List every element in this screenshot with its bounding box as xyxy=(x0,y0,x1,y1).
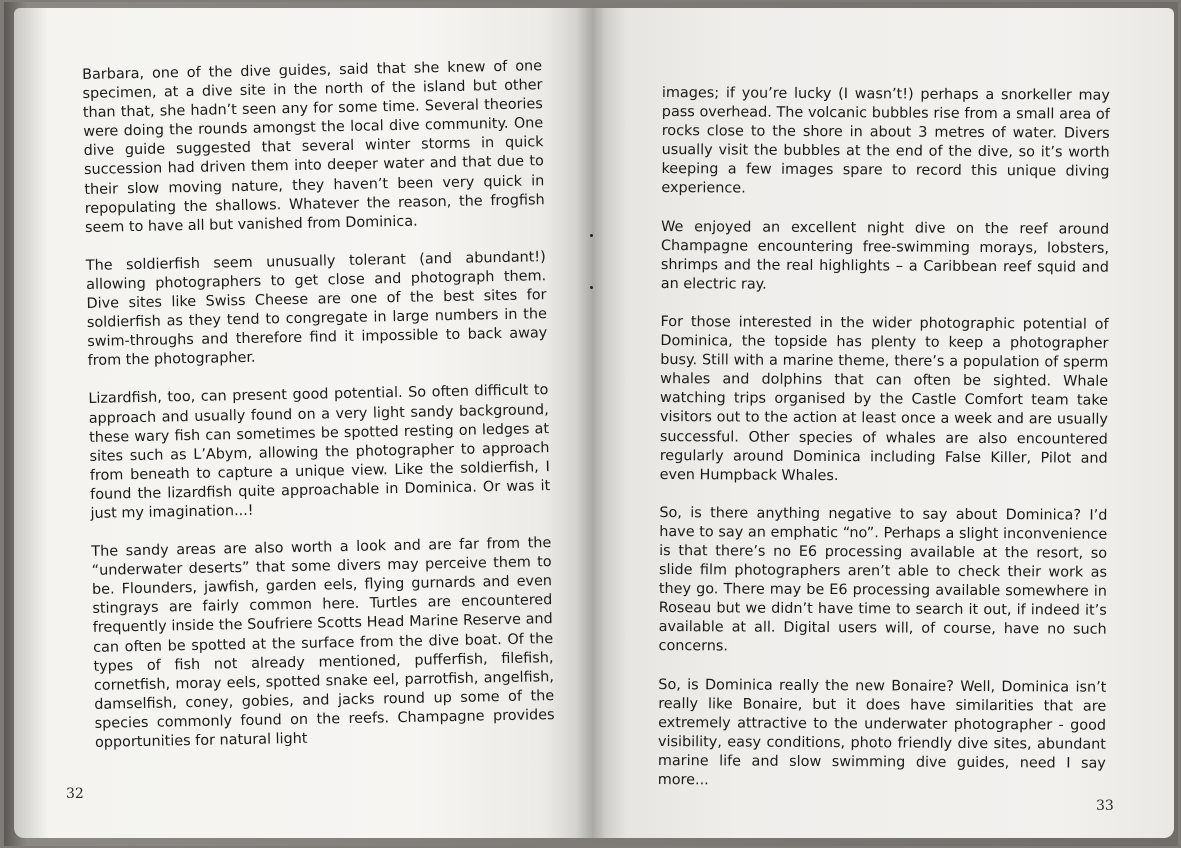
right-page-text-column xyxy=(658,84,1110,812)
right-paragraph-2: We enjoyed an excellent night dive on the reef around Champagne encountering free-swimming morays, lobsters, shrimps and the real highlights – a Caribbean reef squid and an electric ray. xyxy=(660,218,1110,293)
left-paragraph-3: Lizardfish, too, can present good potential. So often difficult to approach and usually found on a very light sandy background, these wary fish can sometimes be spotted resting on ledges at sites such as L’Abym, allowing the photographer to approach from beneath to capture a unique view. Like the soldierfish, I found the lizardfish quite approachable in Dominica. Or was it just my imagination...! xyxy=(88,382,551,522)
staple-mark xyxy=(590,234,593,237)
left-paragraph-4: The sandy areas are also worth a look and are far from the “underwater deserts” that some divers may perceive them to be. Flounders, jawfish, garden eels, flying gurnards and even stingrays are fairly common here. Turtles are encountered frequently inside the Soufriere Scotts Head Marine Reserve and can often be spotted at the surface from the dive boat. Of the types of fish not already mentioned, pufferfish, filefish, cornetfish, moray eels, spotted snake eel, parrotfish, angelfish, damselfish, coney, gobies, and jacks round up some of the species commonly found on the reefs. Champagne provides opportunities for natural light xyxy=(91,535,555,751)
right-paragraph-5: So, is Dominica really the new Bonaire? Well, Dominica isn’t really like Bonaire, but it does have similarities that are extremely attractive to the underwater photographer - good visibility, easy conditions, photo friendly dive sites, abundant marine life and slow swimming dive guides, need I say more... xyxy=(657,676,1107,789)
right-paragraph-1: images; if you’re lucky (I wasn’t!) perhaps a snorkeller may pass overhead. The volcanic bubbles rise from a small area of rocks close to the shore in about 3 metres of water. Divers usually visit the bubbles at the end of the dive, so it’s worth keeping a few images spare to record this unique diving experience. xyxy=(661,84,1110,197)
staple-mark xyxy=(590,286,593,289)
right-paragraph-3: For those interested in the wider photographic potential of Dominica, the topside has plenty to keep a photographer busy. Still with a marine theme, there’s a population of sperm whales and dolphins that can often be sighted. Whale watching trips organised by the Castle Comfort team take visitors out to the action at least once a week and are usually successful. Other species of whales are also encountered regularly around Dominica including False Killer, Pilot and even Humpback Whales. xyxy=(659,313,1109,484)
open-booklet xyxy=(4,2,1178,846)
left-page-number: 32 xyxy=(66,786,84,802)
right-page-number: 33 xyxy=(1096,798,1114,814)
left-page-text-column xyxy=(82,57,555,772)
left-paragraph-1: Barbara, one of the dive guides, said that she knew of one specimen, at a dive site in the north of the island but other than that, she hadn’t seen any for some time. Several theories were doing the rounds amongst the local dive community. One dive guide suggested that several winter storms in quick succession had driven them into deeper water and that due to their slow moving nature, they haven’t been very quick in repopulating the shallows. Whatever the reason, the frogfish seem to have all but vanished from Dominica. xyxy=(82,58,545,236)
left-page xyxy=(14,8,592,838)
right-paragraph-4: So, is there anything negative to say about Dominica? I’d have to say an emphatic “no”. Perhaps a slight inconvenience is that there’s no E6 processing available at the resort, so slide film photographers aren’t able to check their work as they go. There may be E6 processing available somewhere in Roseau but we didn’t have time to search it out, if indeed it’s available at all. Digital users will, of course, have no such concerns. xyxy=(658,504,1108,655)
left-paragraph-2: The soldierfish seem unusually tolerant (and abundant!) allowing photographers to get close and photograph them. Dive sites like Swiss Cheese are one of the best sites for soldierfish as they tend to congregate in large numbers in the swim-throughs and therefore find it impossible to back away from the photographer. xyxy=(85,248,548,370)
right-page xyxy=(592,8,1174,838)
